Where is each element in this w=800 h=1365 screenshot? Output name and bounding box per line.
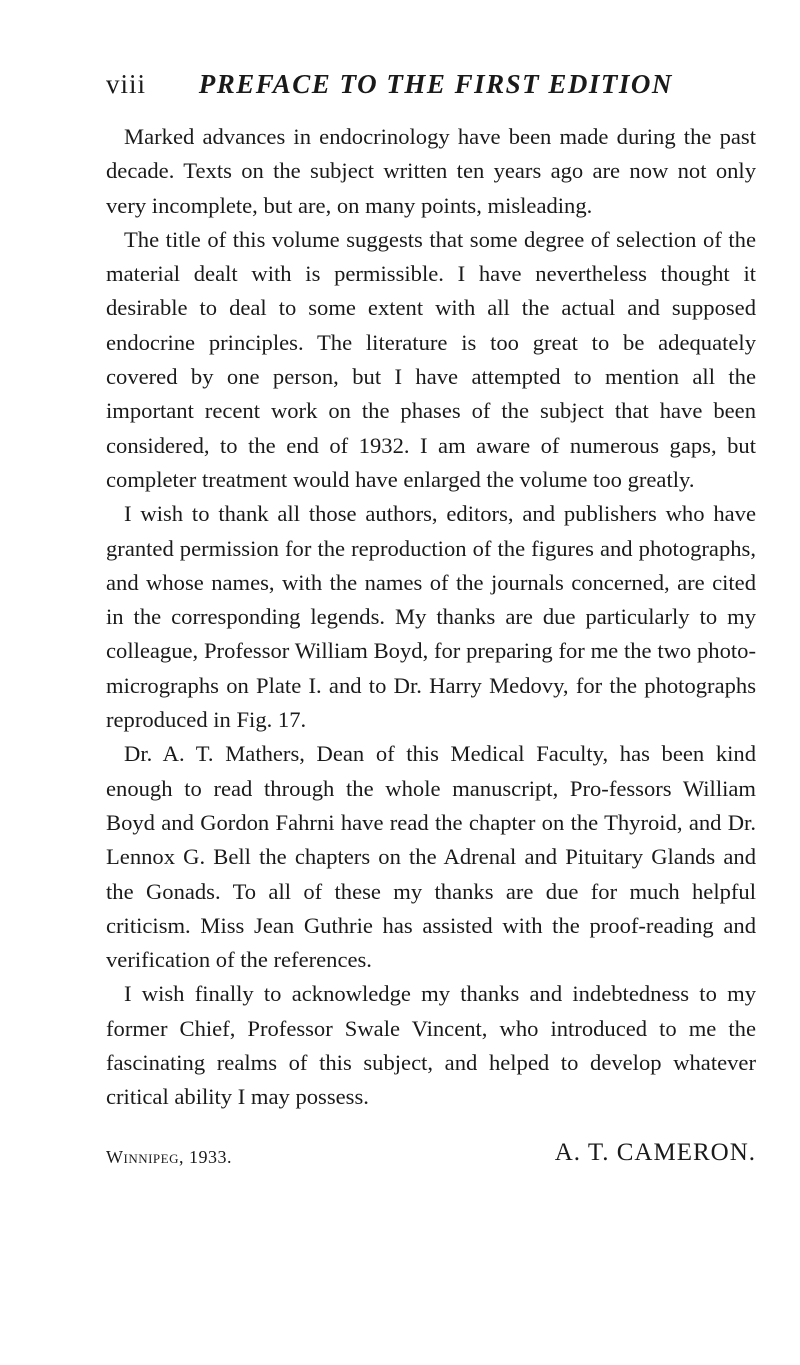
- page-number: viii: [106, 69, 147, 99]
- page-title: PREFACE TO THE FIRST EDITION: [198, 69, 673, 99]
- place-date: Winnipeg, 1933.: [106, 1147, 232, 1167]
- preface-body: [106, 120, 756, 1115]
- running-header: [106, 62, 766, 106]
- author-name: A. T. CAMERON.: [554, 1139, 756, 1166]
- signature-block: [106, 1139, 756, 1179]
- paragraph: I wish finally to acknowledge my thanks and indebtedness to my former Chief, Professor Swale Vincent, who introduced to me the fascinating realms of this subject, and helped to develop whatever critical ability I may possess.: [106, 981, 756, 1110]
- paragraph: Marked advances in endocrinology have been made during the past decade. Texts on the subject written ten years ago are now not only very incomplete, but are, on many points, misleading.: [106, 124, 756, 218]
- paragraph: Dr. A. T. Mathers, Dean of this Medical Faculty, has been kind enough to read through the whole manuscript, Pro-fessors William Boyd and Gordon Fahrni have read the chapter on the Thyroid, and Dr. Lennox G. Bell the chapters on the Adrenal and Pituitary Glands and the Gonads. To all of these my thanks are due for much helpful criticism. Miss Jean Guthrie has assisted with the proof-reading and verification of the references.: [106, 741, 756, 973]
- paragraph: I wish to thank all those authors, editors, and publishers who have granted permission for the reproduction of the figures and photographs, and whose names, with the names of the journals concerned, are cited in the corresponding legends. My thanks are due particularly to my colleague, Professor William Boyd, for preparing for me the two photo-micrographs on Plate I. and to Dr. Harry Medovy, for the photographs reproduced in Fig. 17.: [106, 501, 756, 733]
- paragraph: The title of this volume suggests that some degree of selection of the material dealt with is permissible. I have nevertheless thought it desirable to deal to some extent with all the actual and supposed endocrine principles. The literature is too great to be adequately covered by one person, but I have attempted to mention all the important recent work on the phases of the subject that have been considered, to the end of 1932. I am aware of numerous gaps, but completer treatment would have enlarged the volume too greatly.: [106, 226, 756, 492]
